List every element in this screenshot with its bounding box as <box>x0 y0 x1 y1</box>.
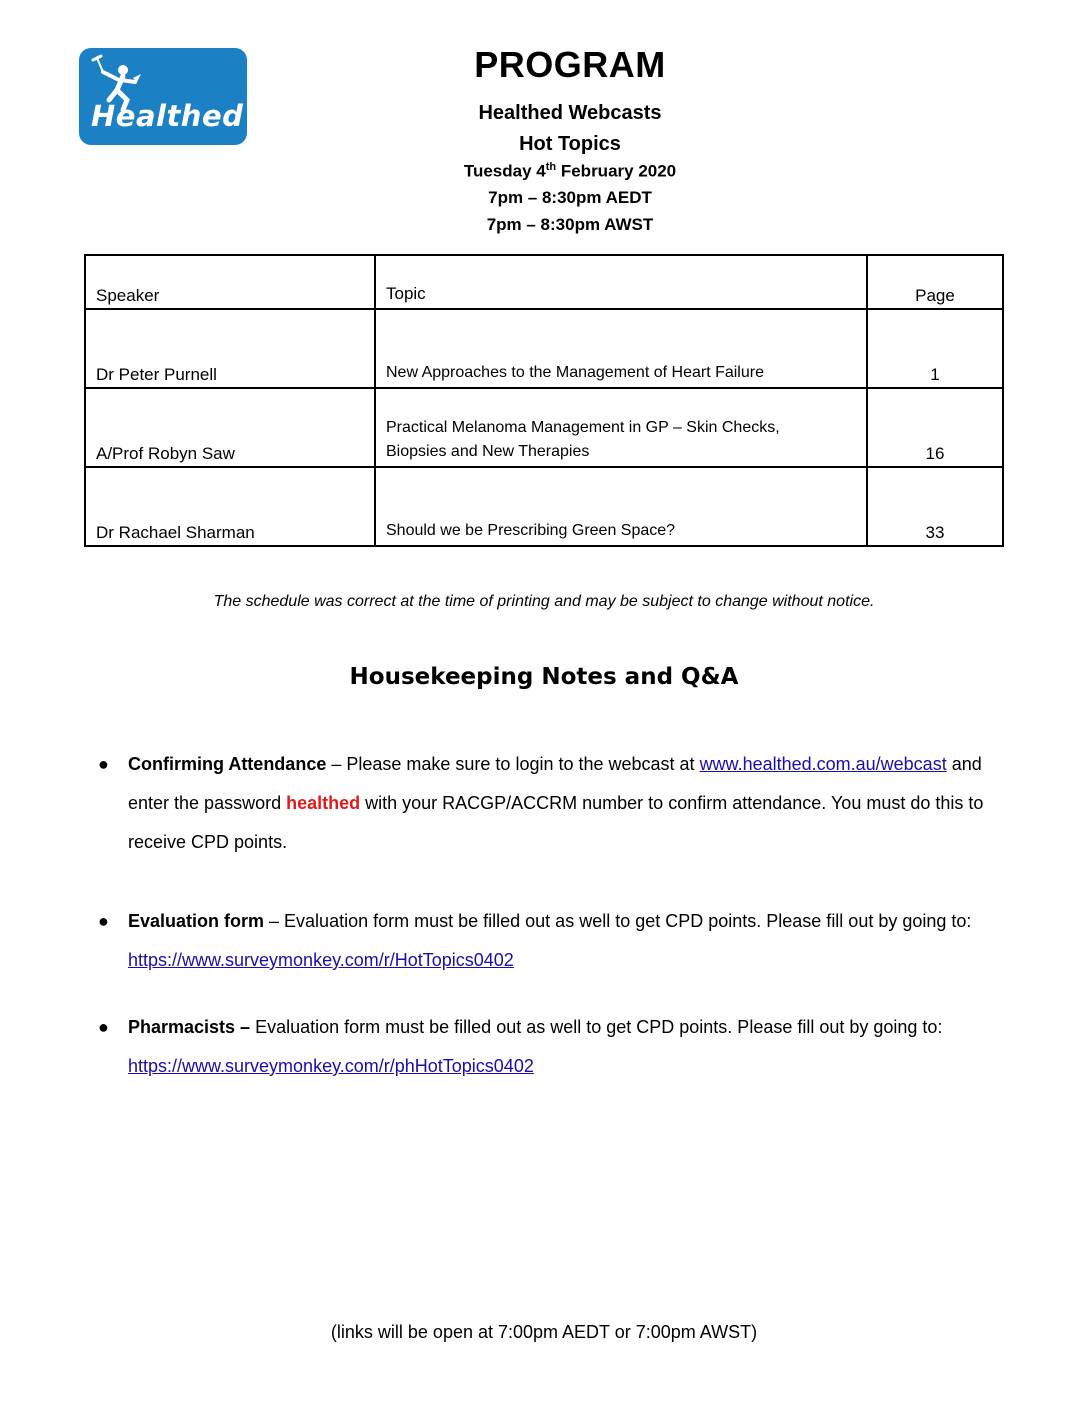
bullet-label: Pharmacists – <box>128 1017 251 1037</box>
bullet-dot: ● <box>98 911 109 931</box>
subtitle-webcasts: Healthed Webcasts <box>478 102 662 124</box>
header-page: Page <box>867 255 1003 309</box>
bullet-text: with your RACGP/ACCRM number to confirm attendance. You must do this to receive CPD points. <box>128 793 984 852</box>
bullet-confirming-attendance <box>98 745 1018 862</box>
bullet-text: – Evaluation form must be filled out as well to get CPD points. Please fill out by going to: <box>264 911 972 931</box>
speaker-cell: Dr Peter Purnell <box>85 309 375 388</box>
page-cell: 16 <box>867 388 1003 467</box>
event-date <box>260 161 880 182</box>
schedule-disclaimer: The schedule was correct at the time of printing and may be subject to change without notice. <box>213 593 875 610</box>
webcast-link[interactable]: www.healthed.com.au/webcast <box>699 754 947 774</box>
bullet-text: Evaluation form must be filled out as well to get CPD points. Please fill out by going to: <box>250 1017 943 1037</box>
event-time-awst: 7pm – 8:30pm AWST <box>486 215 654 234</box>
table-row <box>85 388 1003 467</box>
bullet-dot: ● <box>98 1017 109 1037</box>
table-row <box>85 467 1003 546</box>
bullet-text: and enter the password <box>128 754 982 813</box>
program-table <box>84 254 1004 547</box>
speaker-cell: A/Prof Robyn Saw <box>85 388 375 467</box>
date-suffix: February 2020 <box>556 161 677 181</box>
speaker-cell: Dr Rachael Sharman <box>85 467 375 546</box>
survey-link[interactable]: https://www.surveymonkey.com/r/HotTopics0402 <box>128 950 514 970</box>
table-header-row <box>85 255 1003 309</box>
page-cell: 33 <box>867 467 1003 546</box>
date-prefix: Tuesday 4 <box>463 161 546 181</box>
topic-line-2: Biopsies and New Therapies <box>386 443 590 460</box>
table-row <box>85 309 1003 388</box>
date-ordinal: th <box>545 161 557 173</box>
bullet-label: Confirming Attendance <box>128 754 327 774</box>
bullet-dot: ● <box>98 754 109 774</box>
topic-line-1: Practical Melanoma Management in GP – Skin Checks, <box>386 419 780 436</box>
section-title: Housekeeping Notes and Q&A <box>349 664 739 690</box>
bullet-text: – Please make sure to login to the webcast at <box>326 754 700 774</box>
event-time-aedt: 7pm – 8:30pm AEDT <box>488 188 652 207</box>
footer-note: (links will be open at 7:00pm AEDT or 7:00pm AWST) <box>330 1322 758 1342</box>
page-cell: 1 <box>867 309 1003 388</box>
bullet-evaluation-form <box>98 902 1018 980</box>
logo-text: Healthed <box>91 99 244 133</box>
bullet-label: Evaluation form <box>128 911 265 931</box>
topic-cell: New Approaches to the Management of Heart Failure <box>375 309 867 388</box>
page-title: PROGRAM <box>474 44 666 85</box>
topic-cell: Should we be Prescribing Green Space? <box>375 467 867 546</box>
password-text: healthed <box>286 793 361 813</box>
bullet-pharmacists <box>98 1008 1018 1086</box>
pharmacist-survey-link[interactable]: https://www.surveymonkey.com/r/phHotTopics0402 <box>128 1056 534 1076</box>
healthed-logo <box>79 48 247 145</box>
subtitle-topic: Hot Topics <box>519 133 621 155</box>
header-speaker: Speaker <box>85 255 375 309</box>
topic-cell <box>375 388 867 467</box>
header-topic: Topic <box>375 255 867 309</box>
